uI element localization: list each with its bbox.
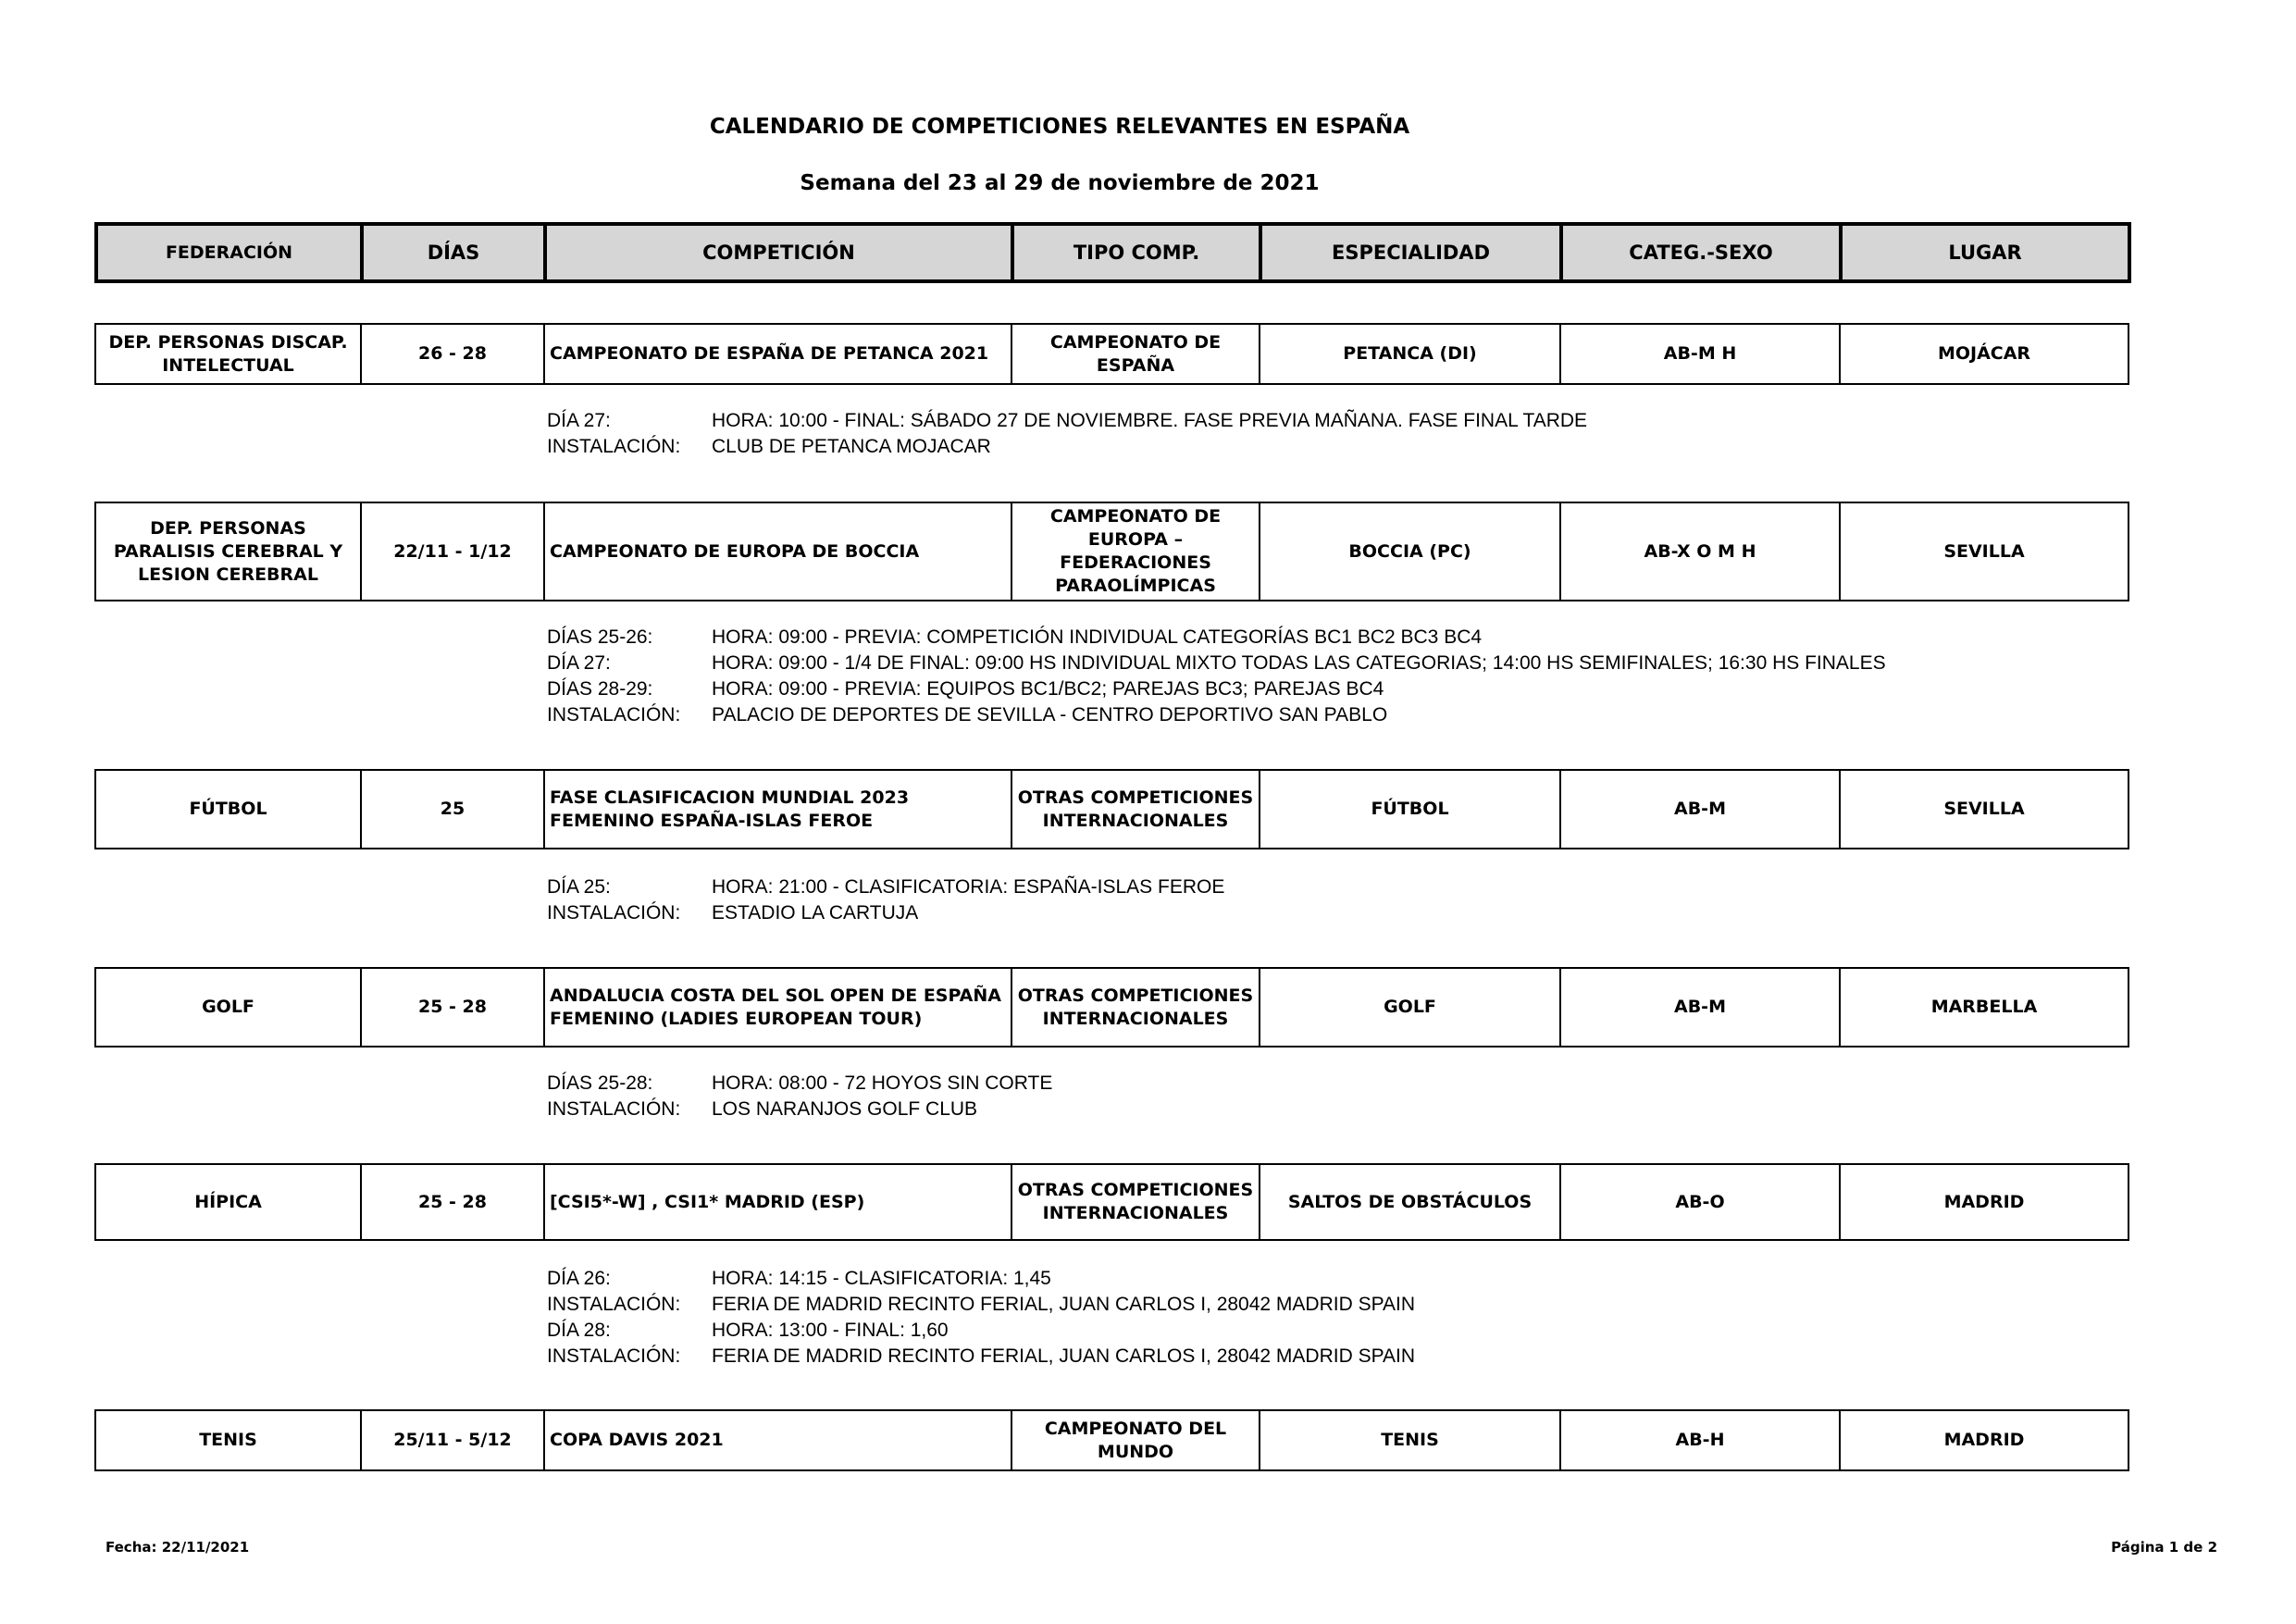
footer-page-number: Página 1 de 2 [2111, 1539, 2217, 1556]
event-row [95, 770, 2128, 849]
event-lugar: SEVILLA [1840, 770, 2128, 849]
event-especialidad: PETANCA (DI) [1260, 324, 1560, 384]
event-lugar: MADRID [1840, 1410, 2128, 1470]
event-tipo: CAMPEONATO DE ESPAÑA [1011, 324, 1260, 384]
event-categ: AB-X O M H [1560, 502, 1840, 601]
detail-text: HORA: 09:00 - 1/4 DE FINAL: 09:00 HS INDIVIDUAL MIXTO TODAS LAS CATEGORIAS; 14:00 HS SEMIFINALES; 16:30 HS FINALES [712, 652, 1886, 674]
detail-label: INSTALACIÓN: [547, 1294, 681, 1315]
event-federacion: GOLF [95, 968, 361, 1047]
event-tipo: OTRAS COMPETICIONES INTERNACIONALES [1011, 1164, 1260, 1240]
event-row-table [94, 502, 2129, 601]
event-row [95, 1164, 2128, 1240]
event-details [547, 874, 1224, 926]
event-tipo: CAMPEONATO DE EUROPA – FEDERACIONES PARAOLÍMPICAS [1011, 502, 1260, 601]
event-tipo: OTRAS COMPETICIONES INTERNACIONALES [1011, 968, 1260, 1047]
event-categ: AB-H [1560, 1410, 1840, 1470]
detail-line [547, 625, 1886, 651]
detail-label: INSTALACIÓN: [547, 704, 681, 725]
event-categ: AB-M [1560, 770, 1840, 849]
detail-line [547, 702, 1886, 728]
detail-label: DÍA 25: [547, 876, 611, 898]
event-details [547, 1071, 1052, 1122]
detail-line [547, 1318, 1415, 1344]
detail-label: INSTALACIÓN: [547, 436, 681, 457]
detail-line [547, 1266, 1415, 1292]
detail-text: HORA: 10:00 - FINAL: SÁBADO 27 DE NOVIEMBRE. FASE PREVIA MAÑANA. FASE FINAL TARDE [712, 410, 1588, 431]
event-especialidad: BOCCIA (PC) [1260, 502, 1560, 601]
event-competicion: ANDALUCIA COSTA DEL SOL OPEN DE ESPAÑA FEMENINO (LADIES EUROPEAN TOUR) [544, 968, 1011, 1047]
detail-line [547, 874, 1224, 900]
page-title: CALENDARIO DE COMPETICIONES RELEVANTES EN ESPAÑA [709, 115, 1410, 139]
detail-text: HORA: 09:00 - PREVIA: EQUIPOS BC1/BC2; PAREJAS BC3; PAREJAS BC4 [712, 678, 1384, 700]
footer-date: Fecha: 22/11/2021 [105, 1539, 250, 1556]
event-row [95, 324, 2128, 384]
header-competicion: COMPETICIÓN [545, 224, 1012, 281]
detail-label: DÍAS 25-26: [547, 626, 653, 648]
event-dias: 25/11 - 5/12 [361, 1410, 544, 1470]
detail-line [547, 676, 1886, 702]
detail-label: DÍA 26: [547, 1268, 611, 1289]
event-row-table [94, 967, 2129, 1048]
event-row-table [94, 1163, 2129, 1241]
event-lugar: MADRID [1840, 1164, 2128, 1240]
event-details [547, 408, 1587, 460]
detail-text: HORA: 14:15 - CLASIFICATORIA: 1,45 [712, 1268, 1051, 1289]
event-categ: AB-O [1560, 1164, 1840, 1240]
header-table [94, 222, 2131, 283]
event-especialidad: TENIS [1260, 1410, 1560, 1470]
detail-label: DÍA 27: [547, 652, 611, 674]
detail-text: HORA: 08:00 - 72 HOYOS SIN CORTE [712, 1072, 1053, 1094]
event-lugar: SEVILLA [1840, 502, 2128, 601]
event-competicion: FASE CLASIFICACION MUNDIAL 2023 FEMENINO ESPAÑA-ISLAS FEROE [544, 770, 1011, 849]
event-details [547, 1266, 1415, 1370]
event-federacion: HÍPICA [95, 1164, 361, 1240]
detail-line [547, 434, 1587, 460]
detail-text: HORA: 09:00 - PREVIA: COMPETICIÓN INDIVIDUAL CATEGORÍAS BC1 BC2 BC3 BC4 [712, 626, 1483, 648]
event-federacion: FÚTBOL [95, 770, 361, 849]
event-federacion: DEP. PERSONAS DISCAP. INTELECTUAL [95, 324, 361, 384]
event-row [95, 502, 2128, 601]
detail-line [547, 651, 1886, 676]
event-tipo: OTRAS COMPETICIONES INTERNACIONALES [1011, 770, 1260, 849]
detail-line [547, 900, 1224, 926]
event-dias: 25 - 28 [361, 968, 544, 1047]
detail-text: LOS NARANJOS GOLF CLUB [712, 1098, 978, 1120]
detail-text: FERIA DE MADRID RECINTO FERIAL, JUAN CARLOS I, 28042 MADRID SPAIN [712, 1345, 1416, 1367]
detail-label: DÍAS 28-29: [547, 678, 653, 700]
detail-line [547, 1071, 1052, 1097]
header-dias: DÍAS [362, 224, 545, 281]
detail-line [547, 408, 1587, 434]
header-categ: CATEG.-SEXO [1561, 224, 1841, 281]
event-competicion: CAMPEONATO DE EUROPA DE BOCCIA [544, 502, 1011, 601]
event-row-table [94, 1409, 2129, 1471]
event-dias: 25 - 28 [361, 1164, 544, 1240]
header-especialidad: ESPECIALIDAD [1260, 224, 1561, 281]
event-competicion: [CSI5*-W] , CSI1* MADRID (ESP) [544, 1164, 1011, 1240]
event-details [547, 625, 1886, 728]
header-tipo: TIPO COMP. [1012, 224, 1260, 281]
detail-line [547, 1097, 1052, 1122]
event-lugar: MOJÁCAR [1840, 324, 2128, 384]
event-row-table [94, 323, 2129, 385]
detail-text: HORA: 13:00 - FINAL: 1,60 [712, 1320, 949, 1341]
detail-label: DÍAS 25-28: [547, 1072, 653, 1094]
event-competicion: CAMPEONATO DE ESPAÑA DE PETANCA 2021 [544, 324, 1011, 384]
event-row [95, 968, 2128, 1047]
event-lugar: MARBELLA [1840, 968, 2128, 1047]
detail-line [547, 1344, 1415, 1370]
header-row [96, 224, 2129, 281]
event-dias: 25 [361, 770, 544, 849]
detail-text: HORA: 21:00 - CLASIFICATORIA: ESPAÑA-ISLAS FEROE [712, 876, 1225, 898]
event-tipo: CAMPEONATO DEL MUNDO [1011, 1410, 1260, 1470]
event-federacion: TENIS [95, 1410, 361, 1470]
detail-label: DÍA 28: [547, 1320, 611, 1341]
event-especialidad: FÚTBOL [1260, 770, 1560, 849]
detail-label: INSTALACIÓN: [547, 902, 681, 924]
detail-text: PALACIO DE DEPORTES DE SEVILLA - CENTRO DEPORTIVO SAN PABLO [712, 704, 1388, 725]
page-subtitle: Semana del 23 al 29 de noviembre de 2021 [800, 171, 1320, 195]
header-lugar: LUGAR [1841, 224, 2129, 281]
detail-label: INSTALACIÓN: [547, 1345, 681, 1367]
event-dias: 26 - 28 [361, 324, 544, 384]
event-especialidad: SALTOS DE OBSTÁCULOS [1260, 1164, 1560, 1240]
event-federacion: DEP. PERSONAS PARALISIS CEREBRAL Y LESION CEREBRAL [95, 502, 361, 601]
event-categ: AB-M [1560, 968, 1840, 1047]
detail-label: INSTALACIÓN: [547, 1098, 681, 1120]
event-competicion: COPA DAVIS 2021 [544, 1410, 1011, 1470]
detail-text: CLUB DE PETANCA MOJACAR [712, 436, 991, 457]
detail-text: ESTADIO LA CARTUJA [712, 902, 919, 924]
detail-text: FERIA DE MADRID RECINTO FERIAL, JUAN CARLOS I, 28042 MADRID SPAIN [712, 1294, 1416, 1315]
event-especialidad: GOLF [1260, 968, 1560, 1047]
event-row [95, 1410, 2128, 1470]
header-federacion: FEDERACIÓN [96, 224, 362, 281]
event-row-table [94, 769, 2129, 849]
detail-label: DÍA 27: [547, 410, 611, 431]
event-categ: AB-M H [1560, 324, 1840, 384]
event-dias: 22/11 - 1/12 [361, 502, 544, 601]
detail-line [547, 1292, 1415, 1318]
